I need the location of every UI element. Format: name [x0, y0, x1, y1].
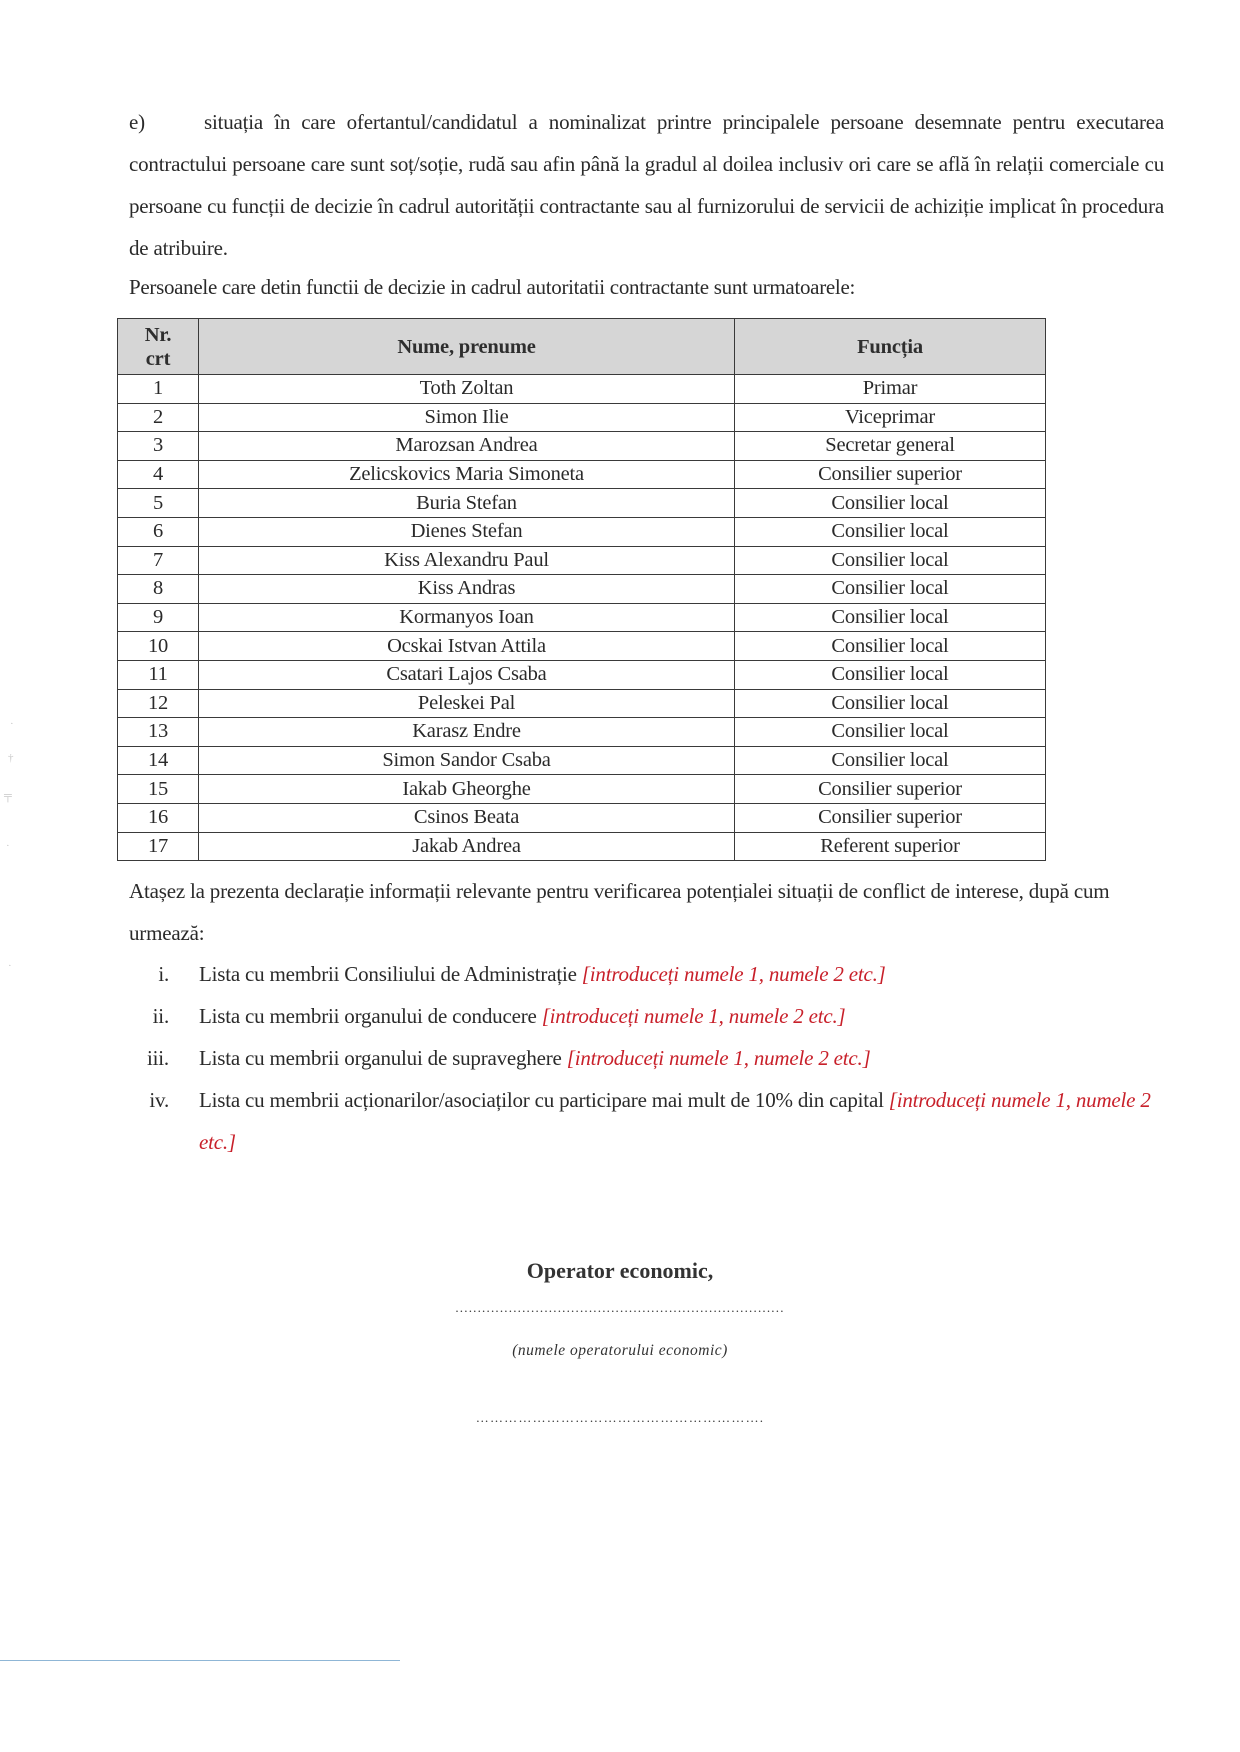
table-row [118, 432, 1046, 461]
row-name: Kiss Alexandru Paul [199, 546, 735, 575]
row-name: Buria Stefan [199, 489, 735, 518]
row-name: Csatari Lajos Csaba [199, 660, 735, 689]
list-item-text: Lista cu membrii organului de conducere [199, 1004, 537, 1028]
row-name: Simon Ilie [199, 403, 735, 432]
row-function: Secretar general [735, 432, 1046, 461]
row-function: Consilier superior [735, 775, 1046, 804]
signature-name-line: .......................................................................... [455, 1300, 785, 1315]
row-nr: 5 [118, 489, 199, 518]
row-nr: 7 [118, 546, 199, 575]
table-row [118, 632, 1046, 661]
list-item-text: Lista cu membrii organului de supraveghere [199, 1046, 562, 1070]
attach-list-item [129, 995, 1164, 1037]
row-nr: 9 [118, 603, 199, 632]
table-row [118, 375, 1046, 404]
table-row [118, 803, 1046, 832]
row-function: Viceprimar [735, 403, 1046, 432]
row-function: Consilier local [735, 718, 1046, 747]
scan-artifact: · [8, 960, 12, 972]
attach-paragraph: Atașez la prezenta declarație informații relevante pentru verificarea potențialei situații de conflict de interese, după cum urmează: [129, 879, 1110, 945]
table-row [118, 660, 1046, 689]
row-function: Consilier local [735, 575, 1046, 604]
section-e-text: situația în care ofertantul/candidatul a nominalizat printre principalele persoane desemnate pentru executarea contractului persoane care sunt soț/soție, rudă sau afin până la gradul al doilea inclusiv ori care se află în relații comerciale cu persoane cu funcții de decizie în cadrul autorității contractante sau al furnizorului de servicii de achiziție implicat în procedura de atribuire. [129, 110, 1164, 260]
attach-list [129, 953, 1164, 1163]
row-function: Consilier local [735, 746, 1046, 775]
signature-title: Operator economic, [526, 1258, 714, 1283]
row-nr: 2 [118, 403, 199, 432]
row-nr: 6 [118, 517, 199, 546]
table-row [118, 746, 1046, 775]
row-name: Toth Zoltan [199, 375, 735, 404]
row-function: Consilier local [735, 517, 1046, 546]
row-name: Marozsan Andrea [199, 432, 735, 461]
list-item-number: iii. [147, 1046, 169, 1070]
section-e-paragraph [129, 101, 1164, 269]
row-function: Consilier local [735, 660, 1046, 689]
table-row [118, 460, 1046, 489]
list-item-placeholder: [introduceți numele 1, numele 2 etc.] [566, 1046, 871, 1070]
table-row [118, 832, 1046, 861]
row-function: Consilier local [735, 603, 1046, 632]
scan-artifact: · [10, 718, 14, 730]
row-name: Kormanyos Ioan [199, 603, 735, 632]
scan-artifact: ╤ [4, 790, 12, 802]
row-name: Ocskai Istvan Attila [199, 632, 735, 661]
row-name: Csinos Beata [199, 803, 735, 832]
row-nr: 15 [118, 775, 199, 804]
table-row [118, 546, 1046, 575]
decision-persons-table [117, 318, 1046, 861]
row-function: Consilier local [735, 489, 1046, 518]
attach-list-item [129, 1079, 1164, 1163]
table-row [118, 489, 1046, 518]
list-item-number: iv. [149, 1088, 169, 1112]
table-row [118, 775, 1046, 804]
attach-list-item [129, 1037, 1164, 1079]
signature-caption: (numele operatorului economic) [512, 1342, 728, 1359]
decision-persons-intro: Persoanele care detin functii de decizie in cadrul autoritatii contractante sunt urmatoarele: [129, 275, 856, 299]
row-nr: 17 [118, 832, 199, 861]
row-nr: 13 [118, 718, 199, 747]
header-name: Nume, prenume [199, 319, 735, 375]
row-nr: 4 [118, 460, 199, 489]
row-nr: 10 [118, 632, 199, 661]
table-row [118, 718, 1046, 747]
row-name: Zelicskovics Maria Simoneta [199, 460, 735, 489]
list-item-text: Lista cu membrii Consiliului de Administrație [199, 962, 577, 986]
table-row [118, 403, 1046, 432]
row-function: Consilier local [735, 632, 1046, 661]
table-row [118, 603, 1046, 632]
row-function: Consilier superior [735, 460, 1046, 489]
row-nr: 3 [118, 432, 199, 461]
table-row [118, 575, 1046, 604]
list-item-placeholder: [introduceți numele 1, numele 2 etc.] [199, 1088, 1151, 1154]
list-item-number: ii. [152, 1004, 169, 1028]
list-item-placeholder: [introduceți numele 1, numele 2 etc.] [541, 1004, 846, 1028]
list-item-number: i. [158, 962, 169, 986]
row-nr: 14 [118, 746, 199, 775]
scan-artifact: † [8, 752, 14, 764]
row-nr: 12 [118, 689, 199, 718]
table-row [118, 517, 1046, 546]
row-function: Primar [735, 375, 1046, 404]
row-function: Consilier local [735, 689, 1046, 718]
signature-sign-line: ……………………………………………………. [475, 1410, 765, 1425]
table-header-row [118, 319, 1046, 375]
row-name: Dienes Stefan [199, 517, 735, 546]
header-function: Funcția [735, 319, 1046, 375]
scan-edge-line [0, 1660, 400, 1661]
row-function: Consilier local [735, 546, 1046, 575]
row-name: Simon Sandor Csaba [199, 746, 735, 775]
table-row [118, 689, 1046, 718]
row-nr: 8 [118, 575, 199, 604]
row-name: Karasz Endre [199, 718, 735, 747]
attach-list-item [129, 953, 1164, 995]
row-nr: 1 [118, 375, 199, 404]
row-name: Iakab Gheorghe [199, 775, 735, 804]
row-function: Referent superior [735, 832, 1046, 861]
section-e-label: e) [129, 110, 145, 134]
scan-artifact: · [6, 840, 10, 852]
header-nr: Nr. crt [118, 319, 199, 375]
table-body [118, 375, 1046, 861]
row-name: Jakab Andrea [199, 832, 735, 861]
row-function: Consilier superior [735, 803, 1046, 832]
row-name: Kiss Andras [199, 575, 735, 604]
row-name: Peleskei Pal [199, 689, 735, 718]
list-item-text: Lista cu membrii acționarilor/asociaților cu participare mai mult de 10% din capital [199, 1088, 884, 1112]
list-item-placeholder: [introduceți numele 1, numele 2 etc.] [581, 962, 886, 986]
row-nr: 16 [118, 803, 199, 832]
row-nr: 11 [118, 660, 199, 689]
